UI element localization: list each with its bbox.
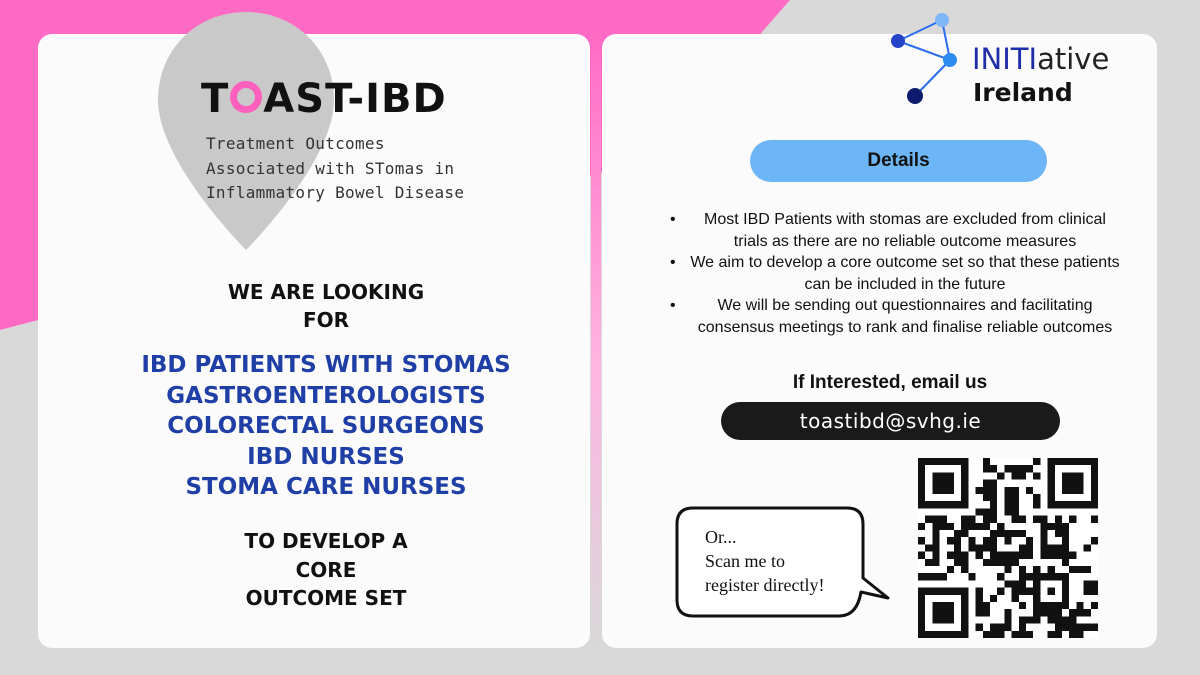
develop-line: CORE: [295, 557, 357, 582]
toast-ibd-logo: [201, 75, 447, 123]
network-nodes-icon: [884, 10, 964, 110]
develop-heading: [160, 527, 492, 613]
brand-rest: ative: [1037, 42, 1110, 76]
brand-accent: INITI: [972, 42, 1038, 76]
looking-line: FOR: [302, 308, 350, 332]
bullet-item: • We will be sending out questionnaires and facilitating consensus meetings to rank and finalise reliable outcomes: [664, 295, 1124, 338]
toast-subtitle: [206, 132, 536, 206]
looking-for-heading: [138, 278, 514, 334]
logo-remainder: AST-IBD: [263, 76, 447, 122]
audience-item: IBD NURSES: [247, 443, 405, 470]
audience-list: [126, 350, 526, 503]
subtitle-line: Associated with STomas in: [206, 158, 455, 178]
audience-item: IBD PATIENTS WITH STOMAS: [141, 352, 511, 378]
email-link[interactable]: toastibd@svhg.ie: [721, 402, 1060, 440]
initiative-brand: [972, 42, 1109, 76]
logo-letter-t: T: [201, 76, 230, 122]
bubble-text: [705, 525, 824, 597]
subtitle-line: Treatment Outcomes: [206, 134, 385, 153]
brand-ireland: Ireland: [973, 78, 1073, 107]
subtitle-line: Inflammatory Bowel Disease: [206, 183, 465, 202]
audience-item: COLORECTAL SURGEONS: [167, 413, 485, 439]
audience-item: STOMA CARE NURSES: [185, 474, 467, 500]
develop-line: TO DEVELOP A: [244, 529, 408, 553]
audience-item: GASTROENTEROLOGISTS: [166, 382, 486, 409]
details-bullet-list: [664, 209, 1124, 338]
bubble-line: Scan me to: [705, 551, 785, 571]
qr-code[interactable]: [918, 458, 1098, 638]
location-pin-icon: [158, 12, 334, 250]
interested-heading: If Interested, email us: [792, 372, 988, 393]
bullet-item: • Most IBD Patients with stomas are excluded from clinical trials as there are no reliable outcome measures: [664, 209, 1124, 252]
develop-line: OUTCOME SET: [245, 586, 407, 610]
looking-line: WE ARE LOOKING: [227, 280, 425, 304]
bullet-item: • We aim to develop a core outcome set so that these patients can be included in the future: [664, 252, 1124, 295]
logo-pink-ring-icon: [230, 81, 262, 113]
bubble-line: register directly!: [705, 575, 825, 595]
bubble-line: Or...: [705, 527, 737, 547]
details-label: Details: [750, 140, 1047, 182]
pink-divider: [591, 34, 601, 648]
